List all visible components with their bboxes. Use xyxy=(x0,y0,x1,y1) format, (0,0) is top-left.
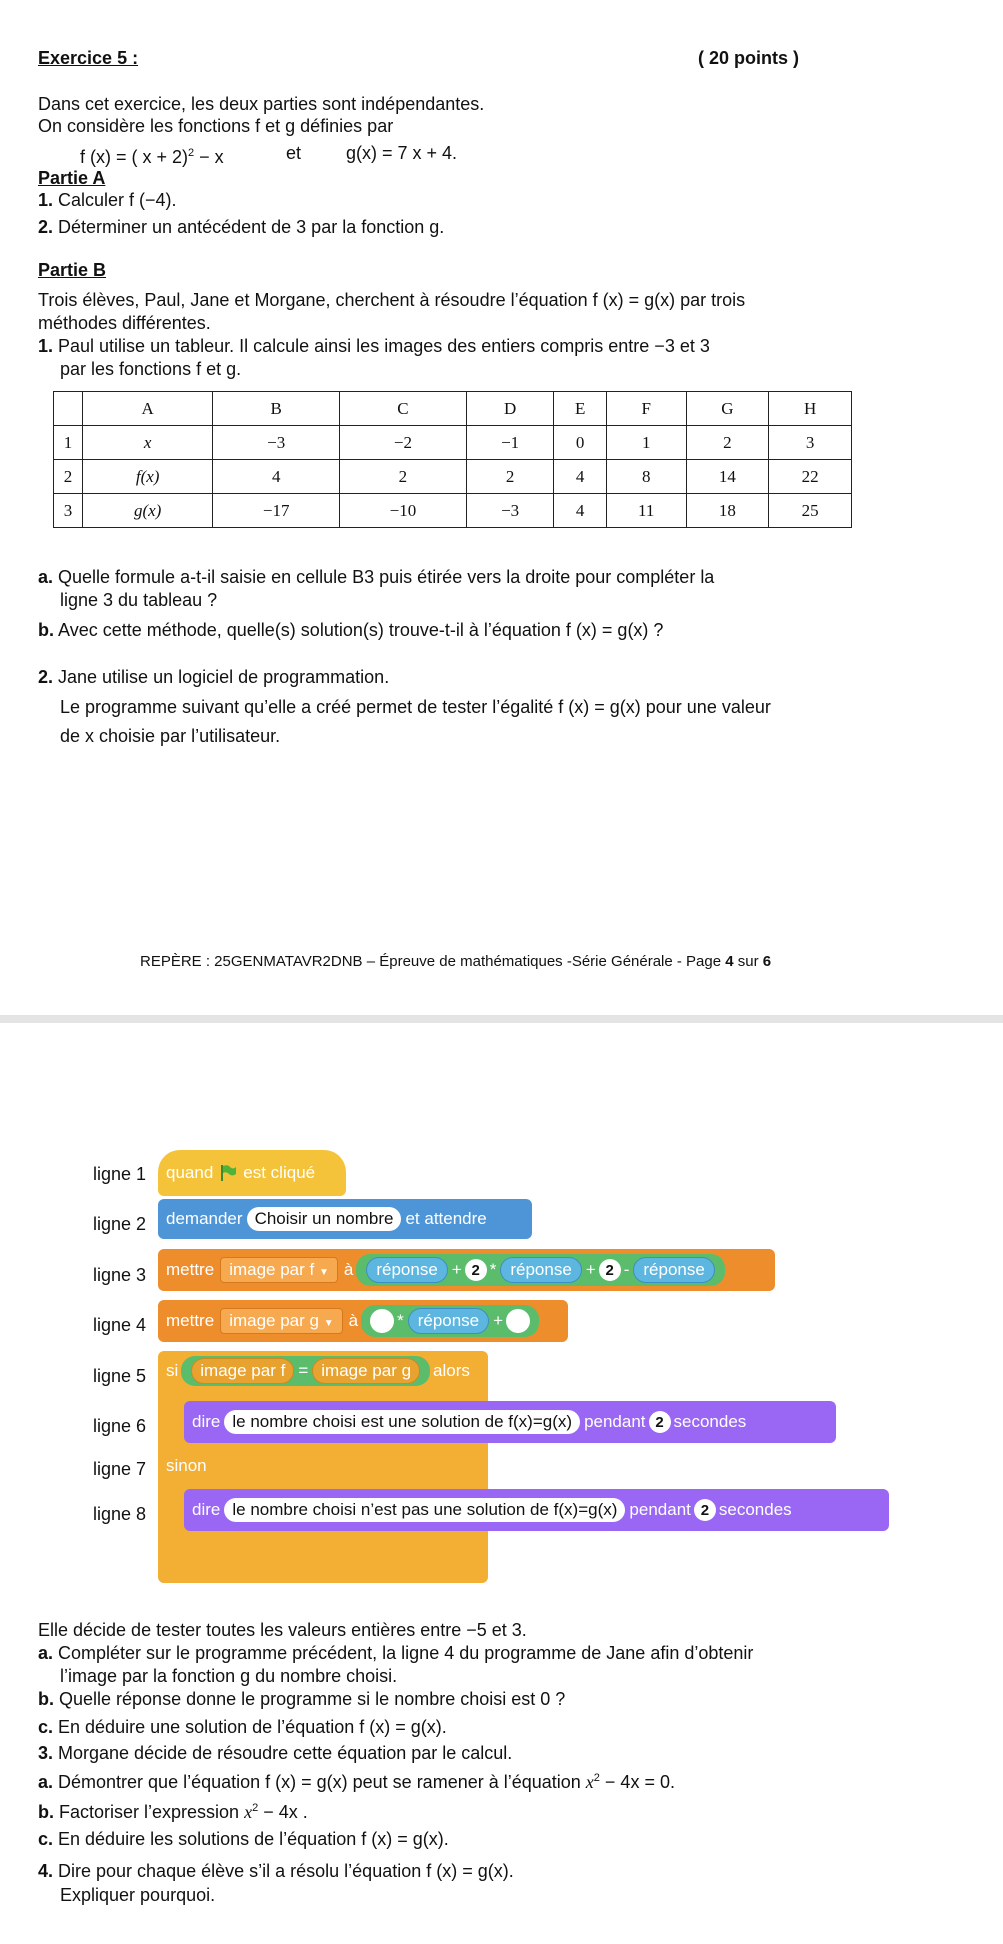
question-2b: b. Quelle réponse donne le programme si le nombre choisi est 0 ? xyxy=(38,1689,566,1709)
demander-label: demander xyxy=(166,1209,243,1228)
question-3b: b. Factoriser l’expression $x^2 - 4x$ . xyxy=(38,1802,308,1822)
question-2c: c. En déduire une solution de l’équation f (x) = g(x). xyxy=(38,1717,447,1737)
question-b1a: a. Quelle formule a-t-il saisie en cellule B3 puis étirée vers la droite pour compléter la xyxy=(38,567,715,587)
table-cell: 4 xyxy=(554,460,606,494)
secondes-label: secondes xyxy=(673,1412,747,1431)
col-header: H xyxy=(769,392,852,426)
line-label-1: ligne 1 xyxy=(93,1164,147,1184)
question-b2-line3: de x choisie par l’utilisateur. xyxy=(60,726,281,746)
prompt-input[interactable]: Choisir un nombre xyxy=(247,1207,402,1231)
dire-label: dire xyxy=(192,1412,221,1431)
table-cell: 0 xyxy=(554,426,606,460)
table-cell: 2 xyxy=(466,460,554,494)
question-3: 3. Morgane décide de résoudre cette équation par le calcul. xyxy=(38,1743,513,1763)
a-label: à xyxy=(348,1311,359,1330)
chevron-down-icon: ▼ xyxy=(318,1267,329,1278)
col-header: F xyxy=(606,392,686,426)
spreadsheet-table xyxy=(53,391,852,528)
line-label-5: ligne 5 xyxy=(93,1366,147,1386)
intro-line-2: On considère les fonctions f et g définies par xyxy=(38,116,394,136)
partie-a-title: Partie A xyxy=(38,168,106,188)
variable-dropdown-f[interactable]: image par f ▼ xyxy=(220,1257,338,1283)
expression-g xyxy=(361,1305,539,1337)
plus-operator: + xyxy=(493,1311,504,1330)
table-cell: 1 xyxy=(606,426,686,460)
exam-page-5 xyxy=(0,1023,1003,1944)
line-label-8: ligne 8 xyxy=(93,1504,147,1524)
table-cell: g(x) xyxy=(83,494,213,528)
partie-b-title: Partie B xyxy=(38,260,107,280)
question-3c: c. En déduire les solutions de l’équation f (x) = g(x). xyxy=(38,1829,449,1849)
minus-operator: - xyxy=(623,1260,630,1279)
a-label: à xyxy=(343,1260,354,1279)
alors-label: alors xyxy=(433,1361,470,1380)
expression-f xyxy=(356,1254,724,1286)
row-header: 1 xyxy=(54,426,83,460)
question-2a-line2: l’image par la fonction g du nombre choisi. xyxy=(60,1666,398,1686)
question-b1a-line2: ligne 3 du tableau ? xyxy=(60,590,218,610)
table-cell: 11 xyxy=(606,494,686,528)
times-operator: * xyxy=(397,1311,404,1330)
col-header: D xyxy=(466,392,554,426)
attendre-label: et attendre xyxy=(405,1209,487,1228)
ask-and-wait-block[interactable] xyxy=(158,1199,532,1239)
question-2a: a. Compléter sur le programme précédent, la ligne 4 du programme de Jane afin d’obtenir xyxy=(38,1643,754,1663)
table-cell: 4 xyxy=(213,460,340,494)
question-4-line2: Expliquer pourquoi. xyxy=(60,1885,216,1905)
number-input[interactable]: 2 xyxy=(599,1259,621,1281)
reponse-reporter[interactable]: réponse xyxy=(633,1257,714,1283)
times-operator: * xyxy=(489,1260,497,1279)
table-cell: 14 xyxy=(686,460,769,494)
if-header[interactable] xyxy=(158,1351,488,1391)
flag-icon xyxy=(219,1164,237,1182)
page-separator xyxy=(0,1015,1003,1023)
pendant-label: pendant xyxy=(584,1412,646,1431)
variable-dropdown-g[interactable]: image par g ▼ xyxy=(220,1308,342,1334)
partie-b-intro-1: Trois élèves, Paul, Jane et Morgane, cherchent à résoudre l’équation f (x) = g(x) par trois xyxy=(38,290,746,310)
table-cell: 3 xyxy=(769,426,852,460)
mettre-label: mettre xyxy=(166,1260,215,1279)
plus-operator: + xyxy=(585,1260,596,1279)
set-image-g-block[interactable] xyxy=(158,1300,568,1342)
message-input[interactable]: le nombre choisi est une solution de f(x)=g(x) xyxy=(224,1410,580,1434)
question-b2-line2: Le programme suivant qu’elle a créé permet de tester l’égalité f (x) = g(x) pour une valeur xyxy=(60,697,771,717)
line-label-7: ligne 7 xyxy=(93,1459,147,1479)
dire-label: dire xyxy=(192,1500,221,1519)
table-row xyxy=(54,494,852,528)
pendant-label: pendant xyxy=(629,1500,691,1519)
col-header: C xyxy=(340,392,467,426)
else-header[interactable] xyxy=(158,1449,488,1483)
table-cell: −1 xyxy=(466,426,554,460)
line-label-3: ligne 3 xyxy=(93,1265,147,1285)
question-4: 4. Dire pour chaque élève s’il a résolu l’équation f (x) = g(x). xyxy=(38,1861,514,1881)
equals-operator: = xyxy=(298,1361,309,1380)
table-cell: 18 xyxy=(686,494,769,528)
table-cell: 2 xyxy=(686,426,769,460)
line-label-6: ligne 6 xyxy=(93,1416,147,1436)
question-b1b: b. Avec cette méthode, quelle(s) solution(s) trouve-t-il à l’équation f (x) = g(x) ? xyxy=(38,620,664,640)
exercise-title: Exercice 5 : xyxy=(38,48,139,68)
et-word: et xyxy=(286,143,302,163)
set-image-f-block[interactable] xyxy=(158,1249,775,1291)
row-header: 3 xyxy=(54,494,83,528)
table-cell: 22 xyxy=(769,460,852,494)
table-cell: −3 xyxy=(466,494,554,528)
duration-input[interactable]: 2 xyxy=(649,1411,671,1433)
table-cell: x xyxy=(83,426,213,460)
table-cell: 25 xyxy=(769,494,852,528)
partie-b-intro-2: méthodes différentes. xyxy=(38,313,211,333)
table-cell: f(x) xyxy=(83,460,213,494)
quand-label: quand xyxy=(166,1163,214,1182)
col-header: A xyxy=(83,392,213,426)
question-a1: 1. Calculer f (−4). xyxy=(38,190,177,210)
si-label: si xyxy=(166,1361,179,1380)
say-solution-block[interactable] xyxy=(184,1401,836,1443)
table-cell: 2 xyxy=(340,460,467,494)
line-label-4: ligne 4 xyxy=(93,1315,147,1335)
question-b1: 1. Paul utilise un tableur. Il calcule ainsi les images des entiers compris entre −3 et 3 xyxy=(38,336,710,356)
intro-line-1: Dans cet exercice, les deux parties sont indépendantes. xyxy=(38,94,485,114)
when-flag-clicked-block[interactable] xyxy=(158,1150,346,1196)
say-not-solution-block[interactable] xyxy=(184,1489,889,1531)
reponse-reporter[interactable]: réponse xyxy=(366,1257,447,1283)
empty-number-input[interactable] xyxy=(370,1309,394,1333)
line-label-2: ligne 2 xyxy=(93,1214,147,1234)
col-header: E xyxy=(554,392,606,426)
reponse-reporter[interactable]: réponse xyxy=(408,1308,489,1334)
message-input[interactable]: le nombre choisi n’est pas une solution de f(x)=g(x) xyxy=(224,1498,625,1522)
image-g-reporter[interactable]: image par g xyxy=(312,1358,420,1384)
table-corner xyxy=(54,392,83,426)
row-header: 2 xyxy=(54,460,83,494)
table-cell: −2 xyxy=(340,426,467,460)
question-b2: 2. Jane utilise un logiciel de programmation. xyxy=(38,667,390,687)
secondes-label: secondes xyxy=(718,1500,792,1519)
points: ( 20 points ) xyxy=(698,48,800,68)
g-definition: g(x) = 7 x + 4. xyxy=(346,143,458,163)
clicked-label: est cliqué xyxy=(243,1163,316,1182)
table-cell: −3 xyxy=(213,426,340,460)
sinon-label: sinon xyxy=(166,1456,207,1475)
reponse-reporter[interactable]: réponse xyxy=(500,1257,581,1283)
image-f-reporter[interactable]: image par f xyxy=(191,1358,294,1384)
table-cell: −17 xyxy=(213,494,340,528)
col-header: G xyxy=(686,392,769,426)
chevron-down-icon: ▼ xyxy=(323,1318,334,1329)
table-row xyxy=(54,426,852,460)
question-3a: a. Démontrer que l’équation f (x) = g(x) peut se ramener à l’équation $x^2 - 4x = 0$. xyxy=(38,1772,675,1792)
question-b1-line2: par les fonctions f et g. xyxy=(60,359,242,379)
page2-intro: Elle décide de tester toutes les valeurs entières entre −5 et 3. xyxy=(38,1620,527,1640)
col-header: B xyxy=(213,392,340,426)
f-definition: f (x) = ( x + 2)$^2$ − x xyxy=(80,147,224,167)
table-cell: 4 xyxy=(554,494,606,528)
table-header-row xyxy=(54,392,852,426)
duration-input[interactable]: 2 xyxy=(694,1499,716,1521)
number-input[interactable]: 2 xyxy=(465,1259,487,1281)
table-cell: −10 xyxy=(340,494,467,528)
plus-operator: + xyxy=(451,1260,462,1279)
table-cell: 8 xyxy=(606,460,686,494)
mettre-label: mettre xyxy=(166,1311,215,1330)
page-footer: REPÈRE : 25GENMATAVR2DNB – Épreuve de mathématiques -Série Générale - Page 4 sur 6 xyxy=(140,953,772,970)
question-a2: 2. Déterminer un antécédent de 3 par la fonction g. xyxy=(38,217,445,237)
condition xyxy=(181,1356,430,1386)
table-row xyxy=(54,460,852,494)
empty-number-input[interactable] xyxy=(506,1309,530,1333)
